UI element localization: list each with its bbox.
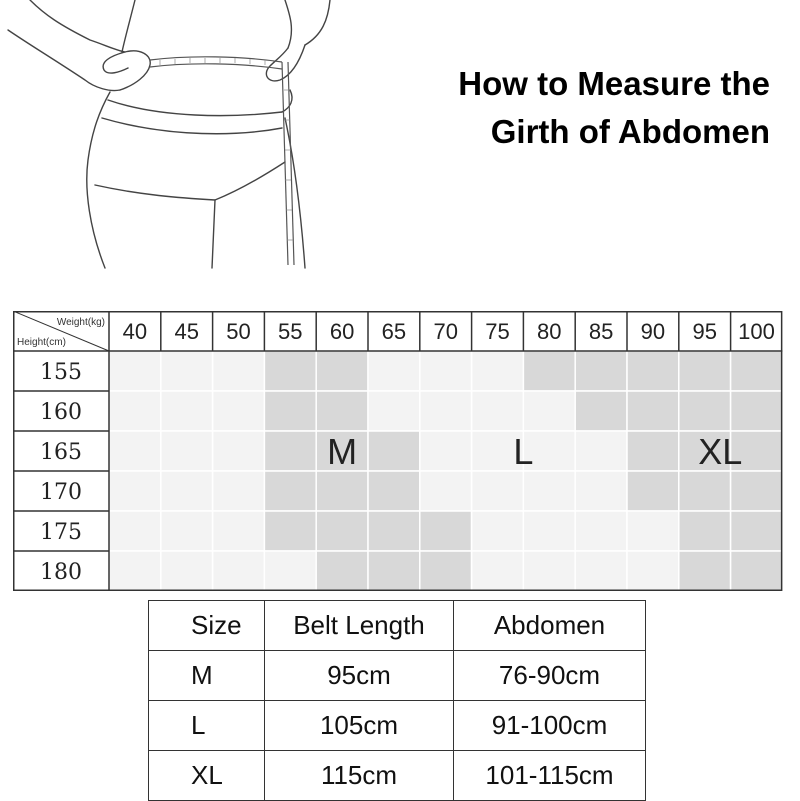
height-label: 170: [40, 480, 82, 505]
height-label: 160: [40, 400, 82, 425]
grid-cell: [161, 351, 213, 391]
weight-header: 55: [278, 319, 303, 344]
grid-cell: [627, 471, 679, 511]
weight-header: 80: [537, 319, 562, 344]
grid-cell: [109, 551, 161, 591]
grid-cell: [472, 351, 524, 391]
right-hand: [266, 45, 305, 81]
weight-header: 65: [381, 319, 407, 344]
header-abdomen: Abdomen: [454, 601, 646, 651]
table-row: [149, 701, 646, 751]
title-line-2: Girth of Abdomen: [490, 113, 770, 150]
grid-cell: [161, 551, 213, 591]
height-axis-label: Height(cm): [17, 337, 66, 348]
grid-cell: [213, 551, 265, 591]
grid-cell: [731, 471, 783, 511]
grid-cell: [731, 511, 783, 551]
grid-cell: [420, 511, 472, 551]
size-cell: L: [149, 701, 265, 751]
grid-cell: [575, 391, 627, 431]
grid-cell: [161, 431, 213, 471]
grid-cell: [523, 551, 575, 591]
header-size: Size: [149, 601, 265, 651]
height-label: 175: [40, 520, 82, 545]
grid-cell: [472, 391, 524, 431]
grid-cell: [109, 391, 161, 431]
weight-header: 40: [122, 319, 148, 344]
size-zone-label: M: [327, 431, 358, 472]
weight-header: 45: [174, 319, 199, 344]
grid-cell: [109, 351, 161, 391]
belt-length-cell: 95cm: [265, 651, 454, 701]
grid-cell: [420, 391, 472, 431]
weight-header: 85: [588, 319, 614, 344]
grid-cell: [213, 391, 265, 431]
grid-cell: [264, 391, 316, 431]
grid-cell: [627, 511, 679, 551]
grid-cell: [523, 351, 575, 391]
grid-cell: [575, 471, 627, 511]
grid-cell: [420, 471, 472, 511]
weight-axis-label: Weight(kg): [56, 317, 105, 328]
abdomen-cell: 91-100cm: [454, 701, 646, 751]
grid-cell: [627, 391, 679, 431]
grid-cell: [316, 511, 368, 551]
grid-cell: [472, 511, 524, 551]
grid-cell: [316, 351, 368, 391]
grid-cell: [575, 351, 627, 391]
belt-length-cell: 115cm: [265, 751, 454, 801]
size-cell: XL: [149, 751, 265, 801]
grid-cell: [679, 391, 731, 431]
grid-cell: [523, 471, 575, 511]
grid-cell: [420, 431, 472, 471]
grid-cell: [679, 471, 731, 511]
grid-cell: [420, 551, 472, 591]
grid-cell: [264, 511, 316, 551]
weight-header: 90: [640, 319, 666, 344]
belt-length-cell: 105cm: [265, 701, 454, 751]
size-table: [148, 600, 646, 801]
grid-cell: [523, 511, 575, 551]
grid-cell: [731, 391, 783, 431]
page-title: [350, 60, 770, 156]
table-row: [149, 751, 646, 801]
measuring-illustration: [0, 0, 370, 275]
grid-cell: [368, 551, 420, 591]
grid-cell: [264, 351, 316, 391]
grid-cell: [264, 551, 316, 591]
grid-cell: [213, 471, 265, 511]
abdomen-cell: 76-90cm: [454, 651, 646, 701]
grid-cell: [472, 551, 524, 591]
weight-header: 100: [738, 319, 775, 344]
grid-cell: [627, 351, 679, 391]
grid-cell: [161, 511, 213, 551]
grid-cell: [109, 471, 161, 511]
weight-header: 70: [433, 319, 458, 344]
size-zone-label: XL: [698, 431, 743, 472]
height-label: 155: [40, 360, 82, 385]
left-arm: [30, 0, 125, 52]
grid-cell: [731, 351, 783, 391]
grid-cell: [368, 431, 420, 471]
grid-cell: [109, 511, 161, 551]
grid-cell: [679, 551, 731, 591]
grid-cell: [264, 431, 316, 471]
grid-cell: [575, 511, 627, 551]
measuring-tape: [150, 57, 294, 265]
grid-cell: [679, 511, 731, 551]
grid-cell: [316, 551, 368, 591]
height-label: 165: [40, 440, 82, 465]
title-line-1: How to Measure the: [458, 65, 770, 102]
grid-cell: [368, 471, 420, 511]
weight-header: 50: [226, 319, 251, 344]
grid-cell: [420, 351, 472, 391]
size-table-header: [149, 601, 646, 651]
grid-cell: [368, 511, 420, 551]
grid-cell: [264, 471, 316, 511]
abdomen-cell: 101-115cm: [454, 751, 646, 801]
underwear: [108, 100, 282, 116]
grid-cell: [627, 551, 679, 591]
grid-cell: [731, 551, 783, 591]
grid-cell: [523, 391, 575, 431]
height-label: 180: [40, 560, 82, 585]
grid-cell: [368, 391, 420, 431]
size-grid: [13, 311, 783, 593]
grid-cell: [109, 431, 161, 471]
grid-cell: [368, 351, 420, 391]
grid-cell: [316, 391, 368, 431]
grid-cell: [679, 351, 731, 391]
table-row: [149, 651, 646, 701]
grid-cell: [213, 511, 265, 551]
left-hand: [103, 51, 150, 90]
weight-header: 60: [329, 319, 355, 344]
grid-cell: [575, 431, 627, 471]
grid-cell: [627, 431, 679, 471]
weight-header: 95: [692, 319, 717, 344]
grid-cell: [472, 471, 524, 511]
grid-cell: [575, 551, 627, 591]
right-arm: [305, 0, 330, 45]
grid-cell: [316, 471, 368, 511]
size-zone-label: L: [513, 431, 534, 472]
grid-cell: [213, 431, 265, 471]
header-belt-length: Belt Length: [265, 601, 454, 651]
grid-cell: [161, 391, 213, 431]
grid-cell: [161, 471, 213, 511]
size-cell: M: [149, 651, 265, 701]
grid-cell: [213, 351, 265, 391]
weight-header: 75: [485, 319, 510, 344]
